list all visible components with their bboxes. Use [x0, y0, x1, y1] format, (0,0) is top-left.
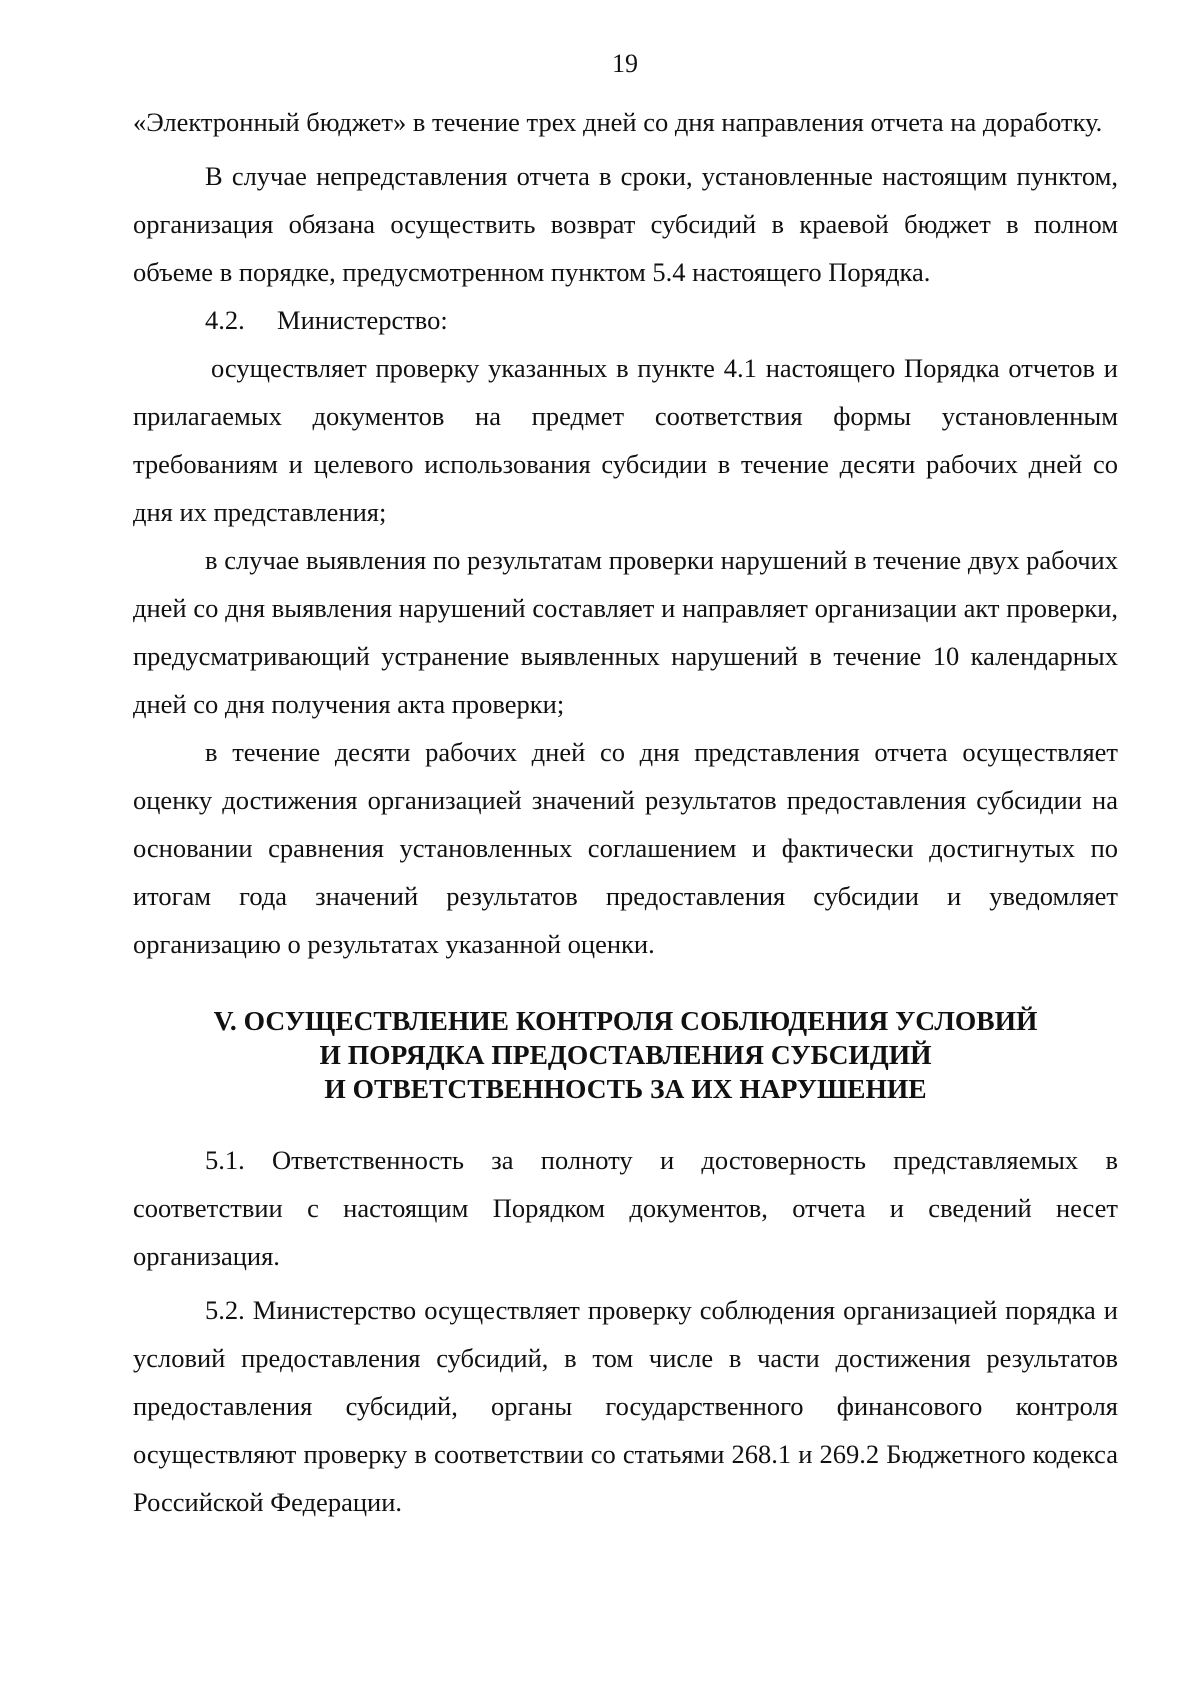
section-heading-line-3: И ОТВЕТСТВЕННОСТЬ ЗА ИХ НАРУШЕНИЕ [324, 1073, 927, 1104]
section-heading-line-2: И ПОРЯДКА ПРЕДОСТАВЛЕНИЯ СУБСИДИЙ [319, 1039, 932, 1070]
item-4-2 [133, 296, 1118, 344]
document-body [133, 98, 1118, 1526]
section-heading [133, 1004, 1118, 1106]
paragraph-non-submission: В случае непредставления отчета в сроки, установленные настоящим пунктом, организация обязана осуществить возврат субсидий в краевой бюджет в полном объеме в порядке, предусмотренном пунктом 5.4 настоящего Порядка. [133, 161, 1118, 287]
paragraph-continuation: «Электронный бюджет» в течение трех дней со дня направления отчета на доработку. [133, 107, 1103, 137]
paragraph-ministry-check: осуществляет проверку указанных в пункте 4.1 настоящего Порядка отчетов и прилагаемых документов на предмет соответствия формы установленным требованиям и целевого использования субсидии в течение десяти рабочих дней со дня их представления; [133, 353, 1118, 527]
page-number: 19 [612, 49, 638, 78]
paragraph-5-1: 5.1. Ответственность за полноту и достоверность представляемых в соответствии с настоящим Порядком документов, отчета и сведений несет организация. [133, 1145, 1118, 1271]
paragraph-5-2: 5.2. Министерство осуществляет проверку соблюдения организацией порядка и условий предоставления субсидий, в том числе в части достижения результатов предоставления субсидий, органы государственного финансового контроля осуществляют проверку в соответствии со статьями 268.1 и 269.2 Бюджетного кодекса Российской Федерации. [133, 1295, 1118, 1517]
paragraph-violations: в случае выявления по результатам проверки нарушений в течение двух рабочих дней со дня выявления нарушений составляет и направляет организации акт проверки, предусматривающий устранение выявленных нарушений в течение 10 календарных дней со дня получения акта проверки; [133, 545, 1118, 719]
item-4-2-number: 4.2. [205, 305, 245, 335]
item-4-2-text: Министерство: [277, 305, 448, 335]
paragraph-evaluation: в течение десяти рабочих дней со дня представления отчета осуществляет оценку достижения организацией значений результатов предоставления субсидии на основании сравнения установленных соглашением и фактически достигнутых по итогам года значений результатов предоставления субсидии и уведомляет организацию о результатах указанной оценки. [133, 737, 1118, 959]
section-heading-line-1: V. ОСУЩЕСТВЛЕНИЕ КОНТРОЛЯ СОБЛЮДЕНИЯ УСЛОВИЙ [213, 1005, 1038, 1036]
